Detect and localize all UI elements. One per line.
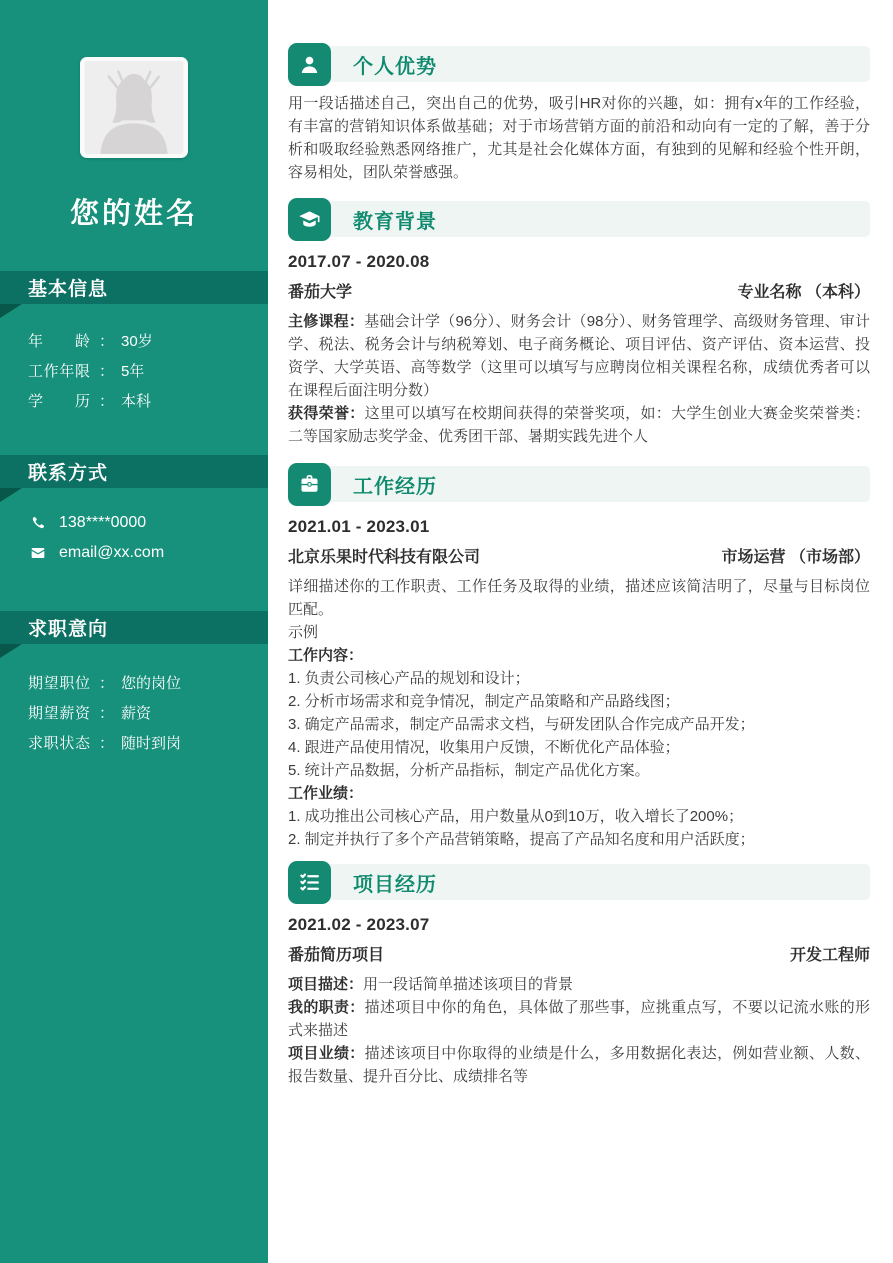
avatar — [80, 57, 188, 158]
work-content-item: 4. 跟进产品使用情况，收集用户反馈，不断优化产品体验； — [288, 739, 680, 756]
section-title: 个人优势 — [353, 55, 437, 78]
education-courses: 主修课程：基础会计学（96分）、财务会计（98分）、财务管理学、高级财务管理、审计学、税法、税务会计与纳税筹划、电子商务概论、项目评估、资产评估、资本运营、投资学、大学英语、高等数学（这里可以填写与应聘岗位相关课程名称，成绩优秀者可以在课程后面注明分数） — [288, 313, 870, 399]
field-degree: 学历 ： 本科 — [28, 392, 152, 410]
work-content-item: 2. 分析市场需求和竞争情况，制定产品策略和产品路线图； — [288, 693, 680, 710]
company-name: 北京乐果时代科技有限公司 — [288, 549, 481, 566]
section-header-education — [288, 201, 870, 237]
candidate-name: 您的姓名 — [69, 198, 198, 230]
project-description: 项目描述：用一段话简单描述该项目的背景 — [288, 976, 574, 993]
work-content-label: 工作内容： — [288, 647, 364, 664]
work-content-item: 3. 确定产品需求，制定产品需求文档，与研发团队合作完成产品开发； — [288, 716, 755, 733]
personal-strength-text: 用一段话描述自己，突出自己的优势，吸引HR对你的兴趣，如：拥有x年的工作经验，有丰富的营销知识体系做基础；对于市场营销方面的前沿和动向有一定的了解，善于分析和吸取经验熟悉网络推广，尤其是社会化媒体方面，有独到的见解和经验个性开朗，容易相处，团队荣誉感强。 — [288, 95, 870, 181]
female-silhouette-avatar — [84, 61, 184, 154]
education-honors: 获得荣誉：这里可以填写在校期间获得的荣誉奖项，如：大学生创业大赛金奖荣誉类：二等国家励志奖学金、优秀团干部、暑期实践先进个人 — [288, 405, 870, 445]
field-age: 年龄 ： 30岁 — [28, 332, 153, 350]
section-header-work — [288, 466, 870, 502]
contact-email-row — [30, 542, 268, 564]
phone-icon — [30, 515, 46, 531]
project-name-row — [288, 944, 870, 967]
major-name: 专业名称 （本科） — [737, 284, 870, 301]
field-expected-salary: 期望薪资 ： 薪资 — [28, 704, 152, 722]
work-company-row — [288, 546, 870, 569]
section-title: 项目经历 — [353, 873, 437, 896]
sidebar — [0, 0, 268, 1263]
field-expected-position: 期望职位 ： 您的岗位 — [28, 674, 182, 692]
school-name: 番茄大学 — [288, 284, 353, 301]
email-address: email@xx.com — [59, 544, 165, 561]
basic-info-fields — [0, 330, 268, 410]
job-intention-fields — [0, 672, 268, 752]
resume-main-content — [268, 0, 893, 1263]
project-achievement: 项目业绩：描述该项目中你取得的业绩是什么，多用数据化表达，例如营业额、人数、报告数量、提升百分比、成绩排名等 — [288, 1045, 870, 1085]
work-example-label: 示例 — [288, 624, 319, 641]
section-education — [288, 201, 870, 448]
sidebar-section-header-basic-info — [0, 271, 268, 304]
contact-title: 联系方式 — [28, 463, 109, 484]
graduation-cap-icon — [288, 198, 331, 241]
work-achievement-item: 1. 成功推出公司核心产品，用户数量从0到10万，收入增长了200%； — [288, 808, 744, 825]
work-summary: 详细描述你的工作职责、工作任务及取得的业绩，描述应该简洁明了，尽量与目标岗位匹配。 — [288, 578, 870, 618]
position-name: 市场运营 （市场部） — [721, 549, 870, 566]
project-role: 开发工程师 — [789, 947, 870, 964]
education-period: 2017.07 - 2020.08 — [288, 252, 430, 271]
section-title: 教育背景 — [353, 210, 437, 233]
briefcase-icon — [288, 463, 331, 506]
field-job-status: 求职状态 ： 随时到岗 — [28, 734, 182, 752]
section-project-experience — [288, 864, 870, 1088]
phone-number: 138****0000 — [59, 514, 147, 531]
project-period: 2021.02 - 2023.07 — [288, 915, 430, 934]
job-intention-title: 求职意向 — [28, 619, 109, 640]
contact-rows — [0, 512, 268, 564]
contact-phone-row — [30, 512, 268, 534]
section-title: 工作经历 — [353, 475, 437, 498]
work-period: 2021.01 - 2023.01 — [288, 517, 430, 536]
section-work-experience — [288, 466, 870, 851]
work-content-item: 5. 统计产品数据，分析产品指标，制定产品优化方案。 — [288, 762, 650, 779]
section-header-project — [288, 864, 870, 900]
sidebar-section-header-job-intention — [0, 611, 268, 644]
section-header-personal-strength — [288, 46, 870, 82]
work-achievement-label: 工作业绩： — [288, 785, 364, 802]
envelope-icon — [30, 545, 46, 561]
person-icon — [288, 43, 331, 86]
checklist-icon — [288, 861, 331, 904]
work-content-item: 1. 负责公司核心产品的规划和设计； — [288, 670, 530, 687]
work-achievement-item: 2. 制定并执行了多个产品营销策略，提高了产品知名度和用户活跃度； — [288, 831, 755, 848]
project-name: 番茄简历项目 — [288, 947, 385, 964]
sidebar-section-header-contact — [0, 455, 268, 488]
section-personal-strength — [288, 46, 870, 184]
project-duty: 我的职责：描述项目中你的角色，具体做了那些事，应挑重点写，不要以记流水账的形式来描述 — [288, 999, 870, 1039]
basic-info-title: 基本信息 — [28, 279, 109, 300]
education-school-row — [288, 281, 870, 304]
field-work-years: 工作年限 ： 5年 — [28, 362, 145, 380]
